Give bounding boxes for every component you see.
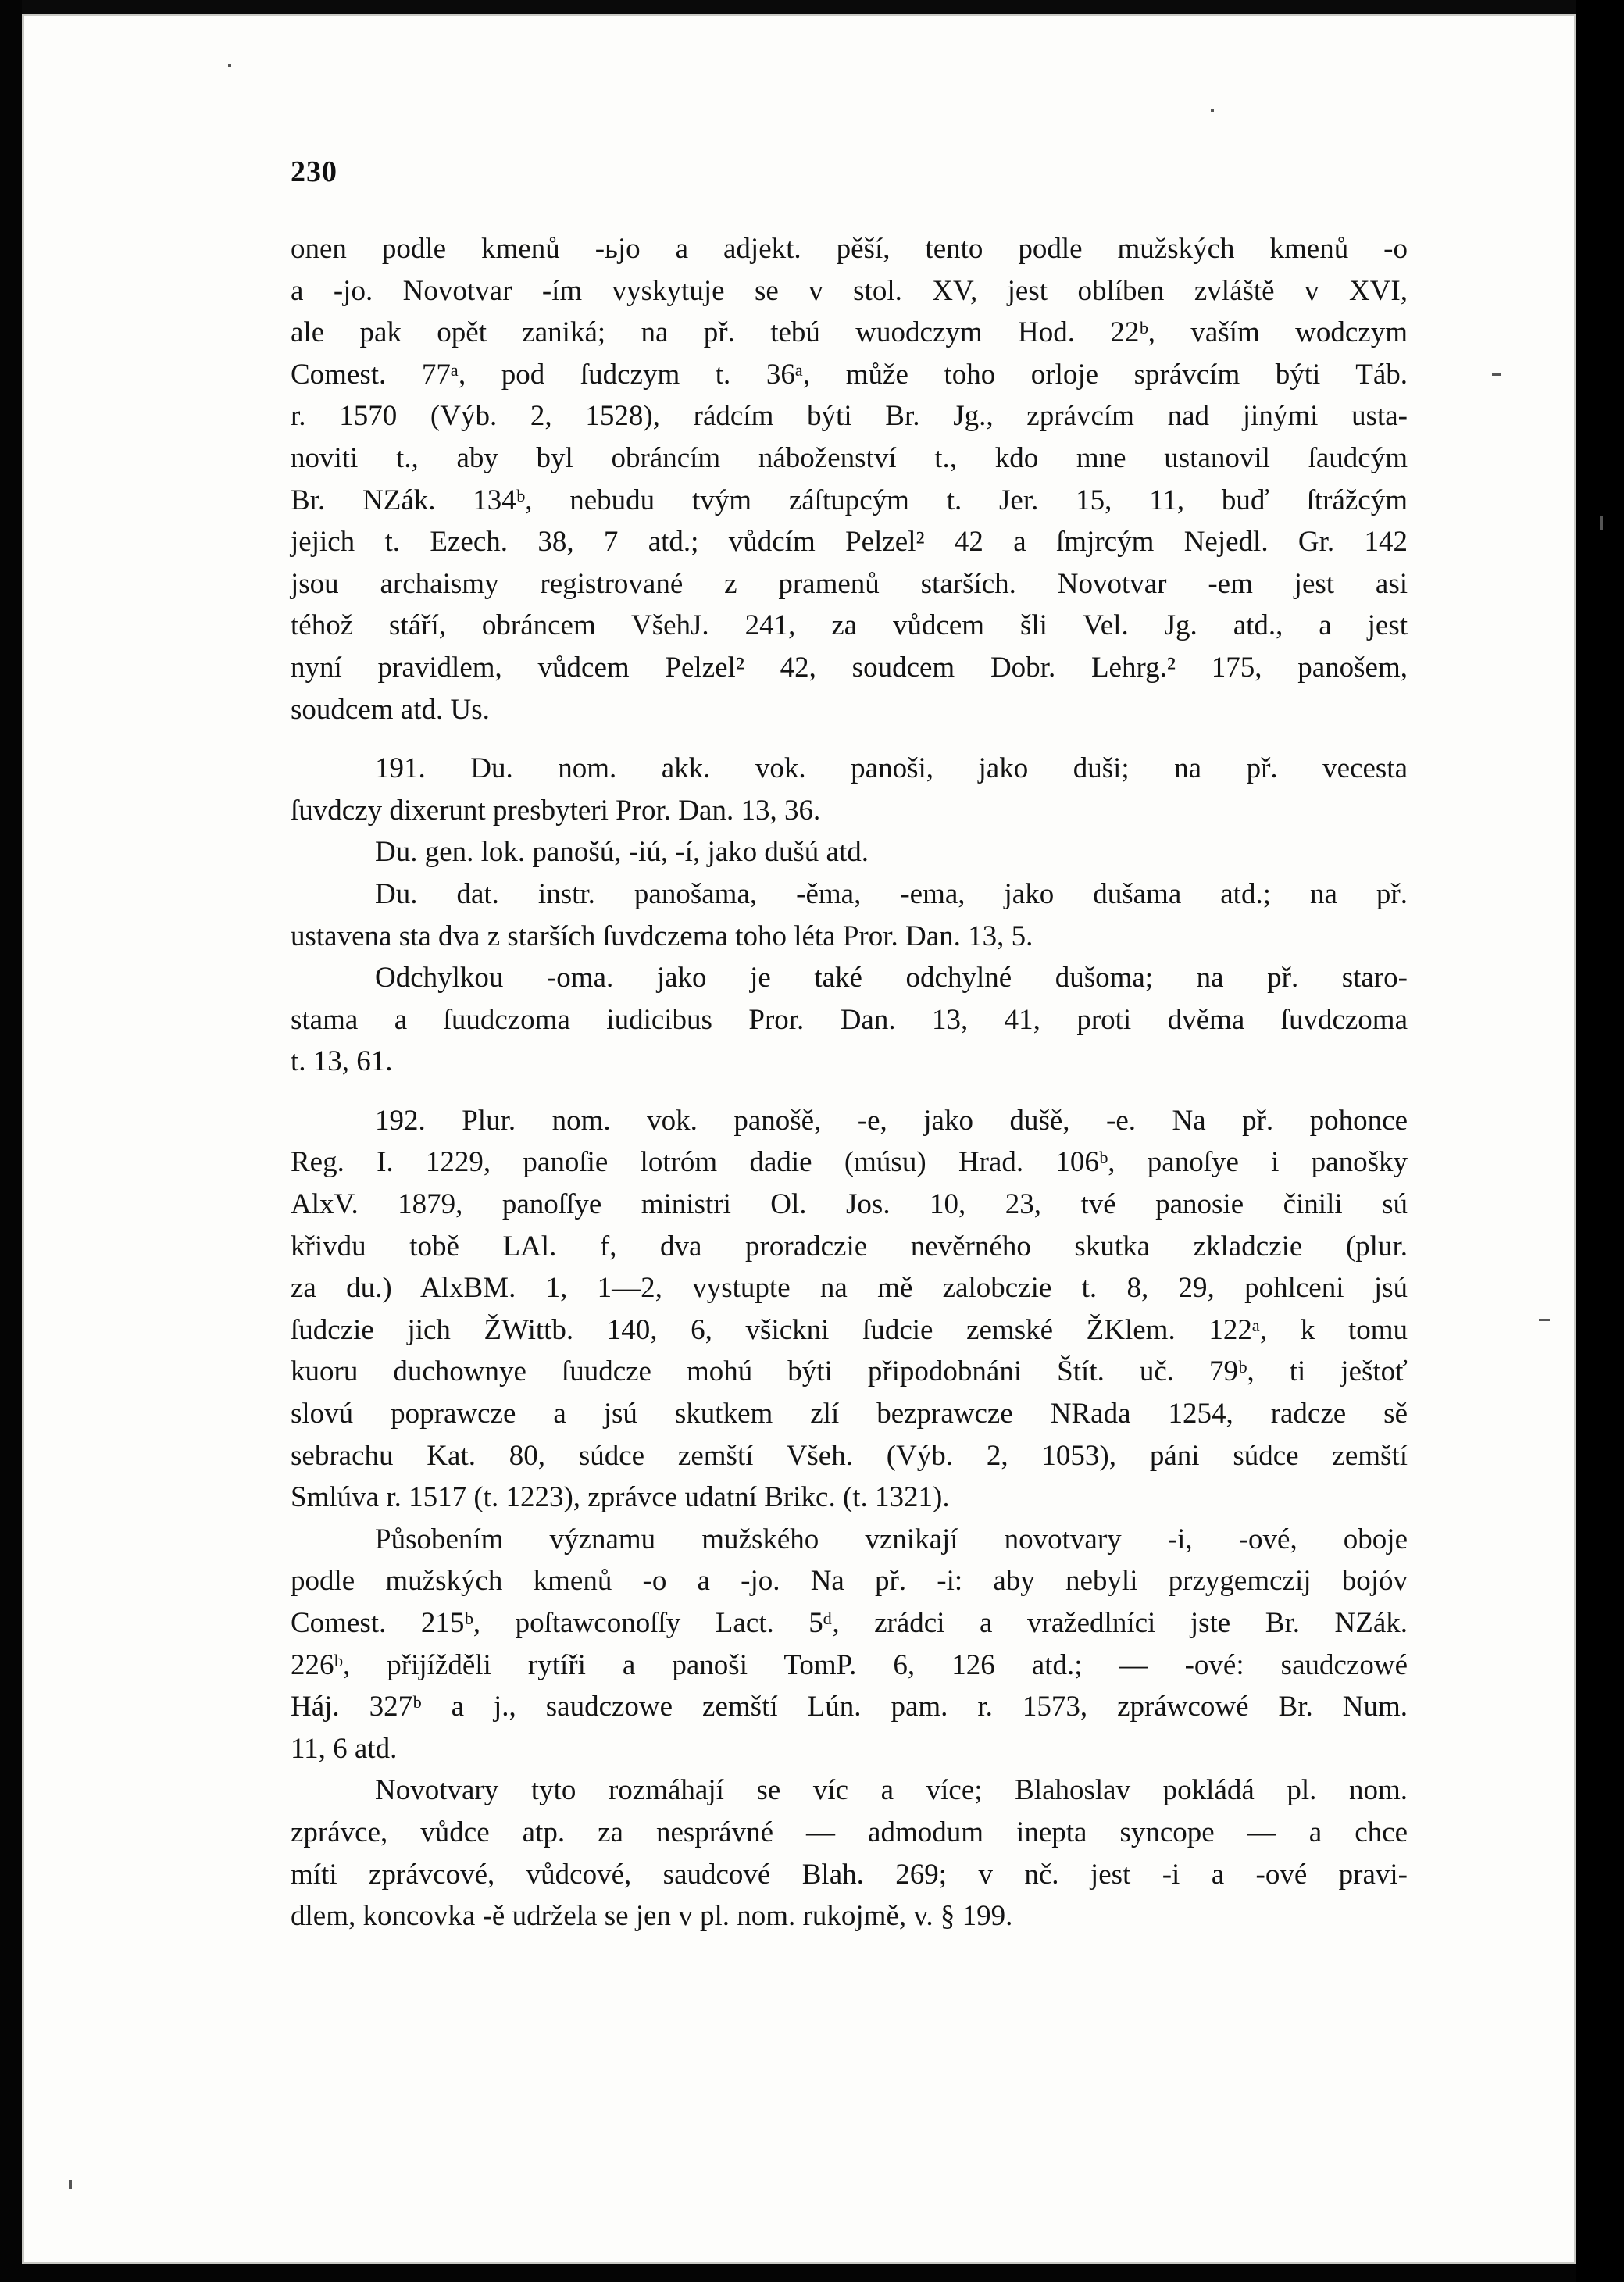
- text-line: ſuvdczy dixerunt presbyteri Pror. Dan. 13, 36.: [291, 794, 821, 827]
- section-191-heading-line: 191. Du. nom. akk. vok. panoši, jako duši; na př. vecesta: [375, 752, 1408, 785]
- text-line: t. 13, 61.: [291, 1045, 393, 1078]
- text-line: slovú poprawcze a jsú skutkem zlí bezprawcze NRada 1254, radcze sě: [291, 1398, 1408, 1430]
- scan-speck: [1539, 1319, 1550, 1321]
- text-line: ustavena sta dva z starších ſuvdczema toho léta Pror. Dan. 13, 5.: [291, 920, 1033, 952]
- text-line: Odchylkou -oma. jako je také odchylné dušoma; na př. staro-: [375, 962, 1408, 995]
- text-line: kuoru duchownye ſuudcze mohú býti připodobnáni Štít. uč. 79ᵇ, ti ještoť: [291, 1355, 1408, 1388]
- text-line: r. 1570 (Výb. 2, 1528), rádcím býti Br. Jg., zprávcím nad jinými usta-: [291, 400, 1408, 433]
- text-line: téhož stáří, obráncem VšehJ. 241, za vůdcem šli Vel. Jg. atd., a jest: [291, 609, 1408, 642]
- text-line: Du. gen. lok. panošú, -iú, -í, jako dušú atd.: [375, 836, 869, 869]
- text-line: 11, 6 atd.: [291, 1732, 398, 1765]
- text-line: noviti t., aby byl obráncím náboženství t., kdo mne ustanovil ſaudcým: [291, 441, 1408, 474]
- text-line: nyní pravidlem, vůdcem Pelzel² 42, soudcem Dobr. Lehrg.² 175, panošem,: [291, 651, 1408, 684]
- text-line: soudcem atd. Us.: [291, 693, 490, 726]
- text-line: křivdu tobě LAl. f, dva proradczie nevěrného skutka zkladczie (plur.: [291, 1230, 1408, 1262]
- text-line: Du. dat. instr. panošama, -ěma, -ema, jako dušama atd.; na př.: [375, 877, 1408, 910]
- text-line: jsou archaismy registrované z pramenů starších. Novotvar -em jest asi: [291, 567, 1408, 600]
- scan-speck: [1211, 109, 1214, 112]
- text-line: ſudczie jich ŽWittb. 140, 6, všickni ſudcie zemské ŽKlem. 122ᵃ, k tomu: [291, 1313, 1408, 1346]
- text-line: podle mužských kmenů -o a -jo. Na př. -i: aby nebyli przygemczij bojóv: [291, 1565, 1408, 1598]
- text-line: Háj. 327ᵇ a j., saudczowe zemští Lún. pam. r. 1573, zpráwcowé Br. Num.: [291, 1691, 1408, 1723]
- scan-speck: [1600, 516, 1603, 530]
- text-line: AlxV. 1879, panoſſye ministri Ol. Jos. 10, 23, tvé panosie činili sú: [291, 1188, 1408, 1221]
- scan-speck: [69, 2180, 72, 2189]
- text-line: za du.) AlxBM. 1, 1—2, vystupte na mě zalobczie t. 8, 29, pohlceni jsú: [291, 1272, 1408, 1305]
- section-192-heading-line: 192. Plur. nom. vok. panošě, -e, jako dušě, -e. Na př. pohonce: [375, 1104, 1408, 1137]
- scan-speck: [228, 64, 231, 67]
- text-line: Comest. 77ᵃ, pod ſudczym t. 36ᵃ, může toho orloje správcím býti Táb.: [291, 358, 1408, 391]
- text-line: sebrachu Kat. 80, súdce zemští Všeh. (Výb. 2, 1053), páni súdce zemští: [291, 1439, 1408, 1472]
- body-text: [291, 228, 1408, 1937]
- page-number: 230: [291, 155, 337, 188]
- text-line: ale pak opět zaniká; na př. tebú wuodczym Hod. 22ᵇ, vaším wodczym: [291, 316, 1408, 349]
- text-line: onen podle kmenů -ьjo a adjekt. pěší, tento podle mužských kmenů -o: [291, 233, 1408, 265]
- text-line: a -jo. Novotvar -ím vyskytuje se v stol. XV, jest oblíben zvláště v XVI,: [291, 274, 1408, 307]
- text-line: stama a ſuudczoma iudicibus Pror. Dan. 13, 41, proti dvěma ſuvdczoma: [291, 1003, 1408, 1036]
- scan-right-border: [1576, 0, 1624, 2282]
- scan-speck: [1492, 373, 1501, 376]
- text-line: Novotvary tyto rozmáhají se víc a více; Blahoslav pokládá pl. nom.: [375, 1774, 1408, 1807]
- text-line: Reg. I. 1229, panoſie lotróm dadie (músu) Hrad. 106ᵇ, panoſye i panošky: [291, 1146, 1408, 1179]
- text-line: 226ᵇ, přijížděli rytíři a panoši TomP. 6, 126 atd.; — -ové: saudczowé: [291, 1648, 1408, 1681]
- scan-top-border: [22, 0, 1576, 14]
- text-line: Smlúva r. 1517 (t. 1223), zprávce udatní Brikc. (t. 1321).: [291, 1481, 950, 1514]
- text-line: Br. NZák. 134ᵇ, nebudu tvým záſtupcým t. Jer. 15, 11, buď ſtrážcým: [291, 484, 1408, 516]
- text-line: zprávce, vůdce atp. za nesprávné — admodum inepta syncope — a chce: [291, 1816, 1408, 1848]
- text-line: dlem, koncovka -ě udržela se jen v pl. nom. rukojmě, v. § 199.: [291, 1900, 1013, 1933]
- text-line: jejich t. Ezech. 38, 7 atd.; vůdcím Pelzel² 42 a ſmjrcým Nejedl. Gr. 142: [291, 526, 1408, 559]
- text-line: Působením významu mužského vznikají novotvary -i, -ové, oboje: [375, 1523, 1408, 1555]
- text-line: Comest. 215ᵇ, poſtawconoſſy Lact. 5ᵈ, zrádci a vražedlníci jste Br. NZák.: [291, 1607, 1408, 1639]
- text-line: míti zprávcové, vůdcové, saudcové Blah. 269; v nč. jest -i a -ové pravi-: [291, 1858, 1408, 1891]
